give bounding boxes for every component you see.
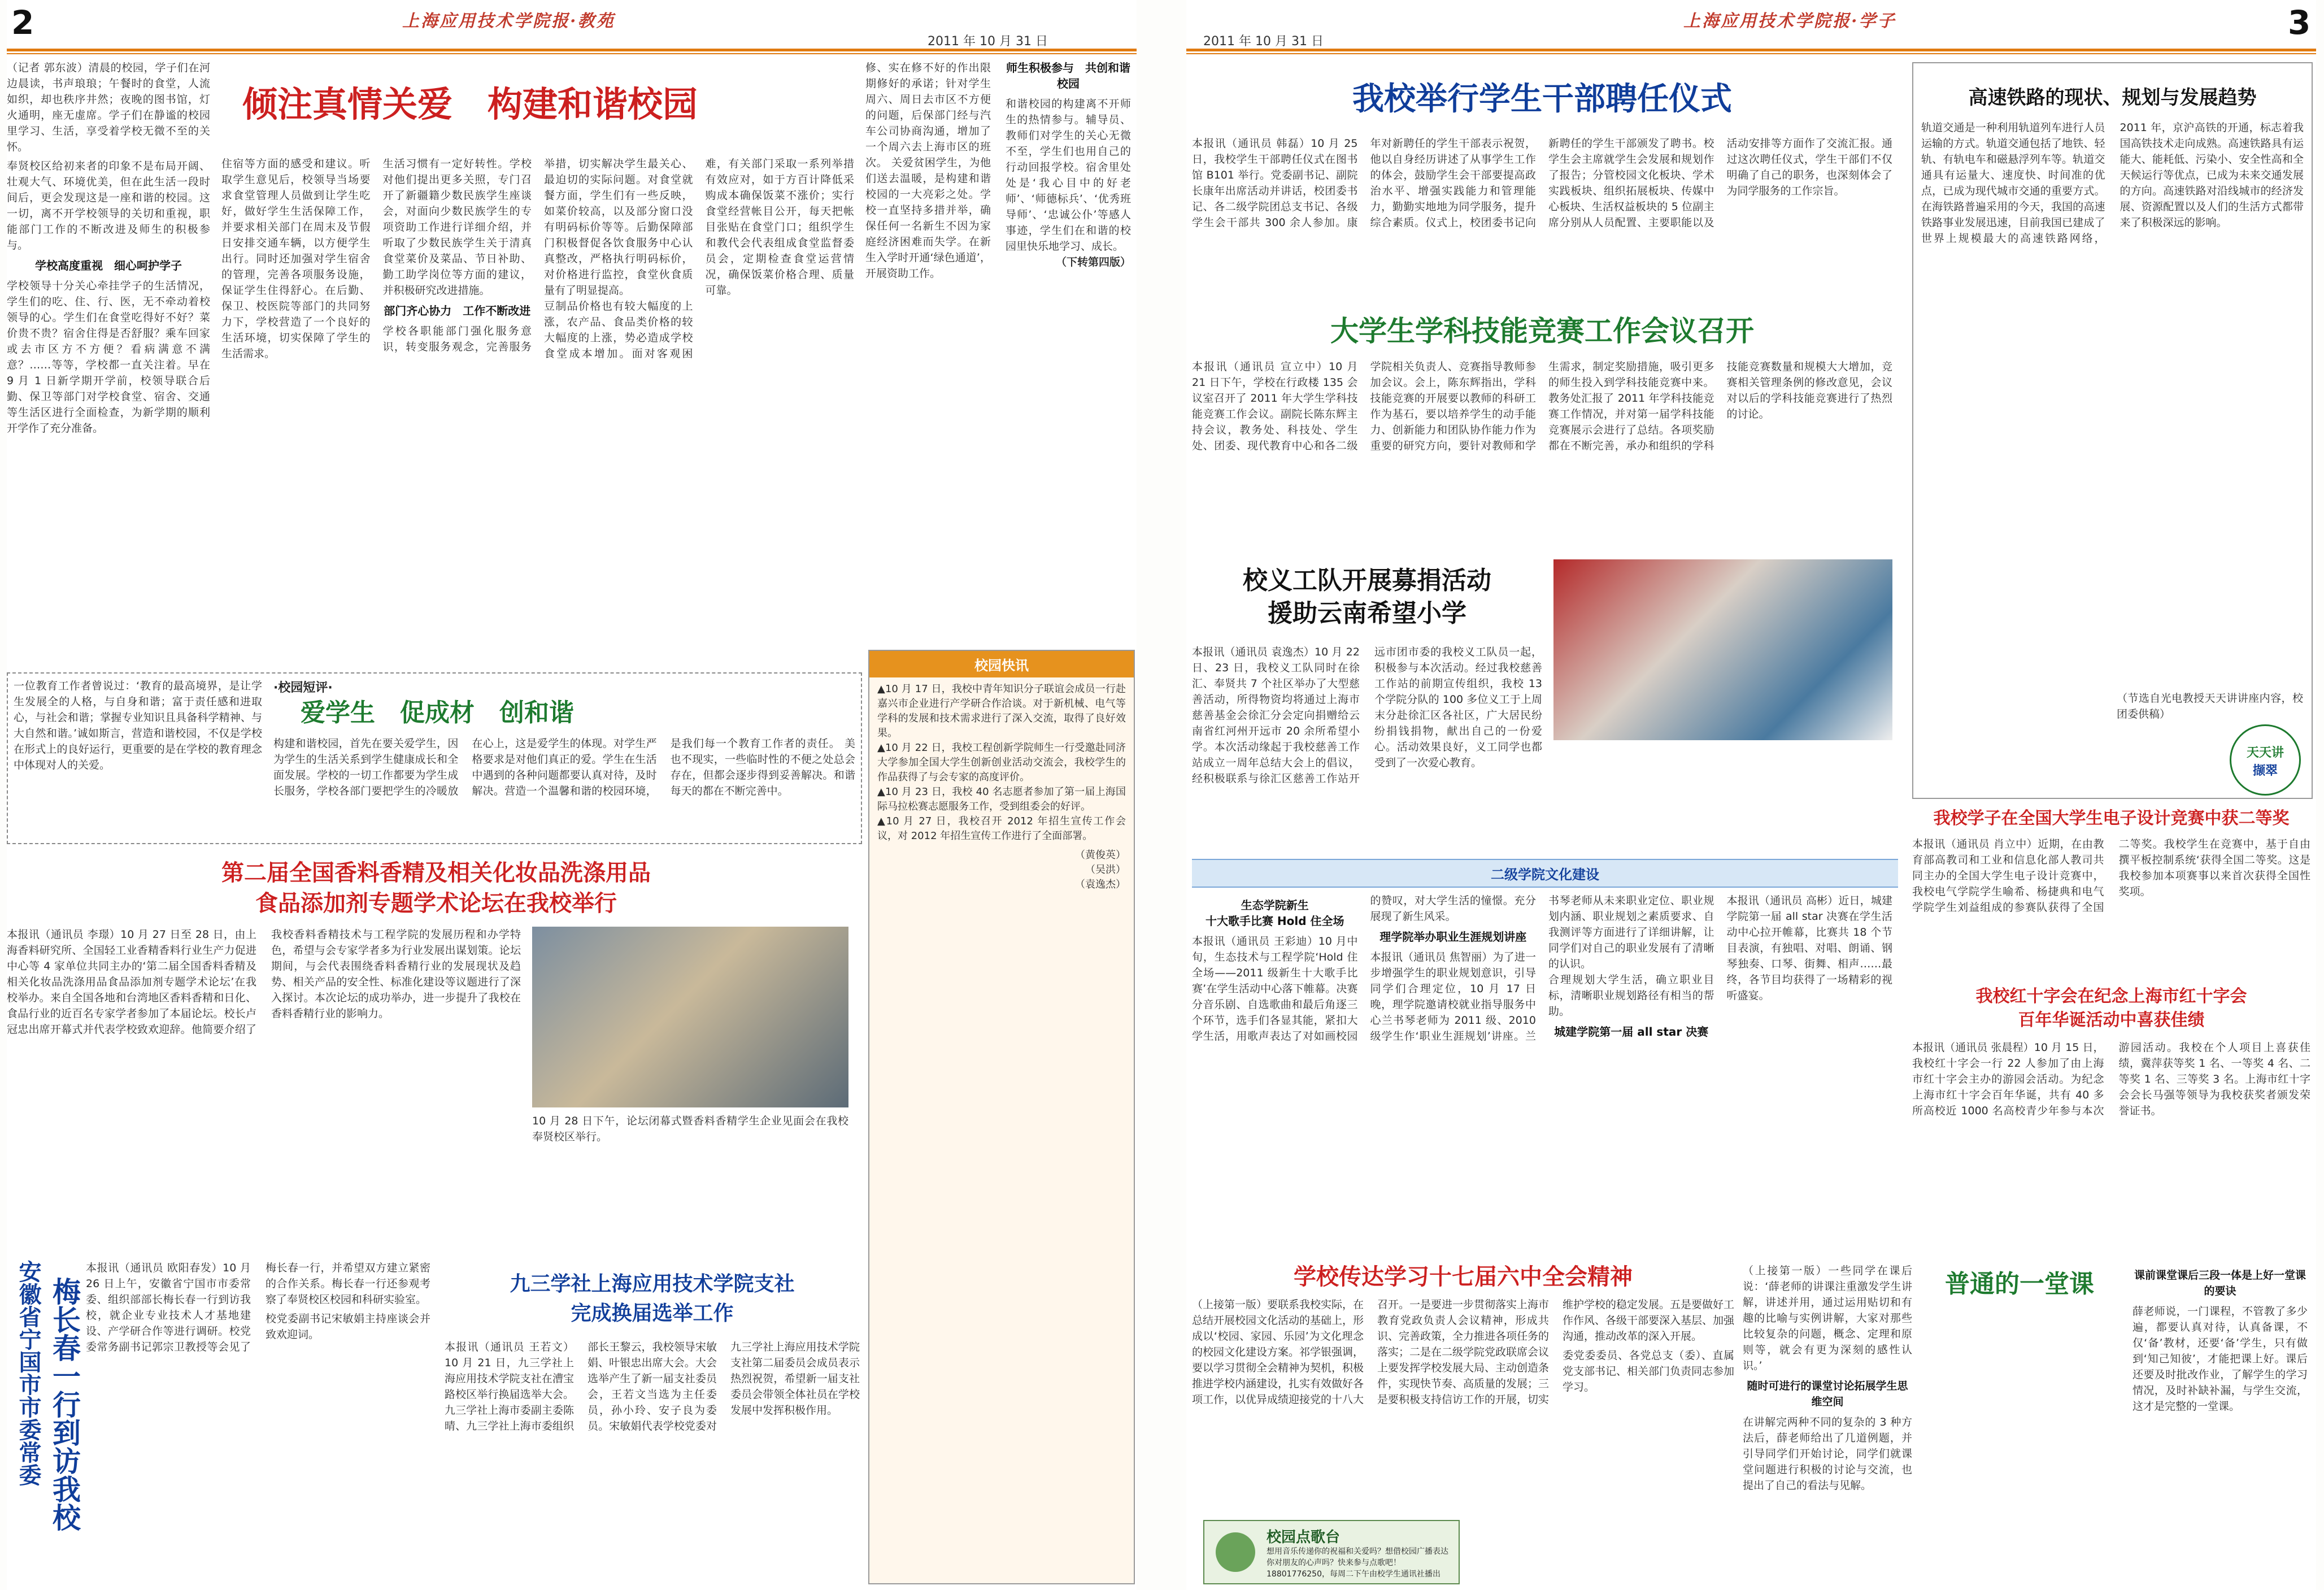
article-caring-campus (7, 60, 1137, 664)
article-campus-news (868, 650, 1135, 1584)
newspaper-page-3 (1186, 0, 2316, 1590)
article-column (1743, 1263, 1912, 1579)
paragraph: 本报讯（通讯员 宣立中）10 月 21 日下午，学校在行政楼 135 会议室召开了 2011 年大学生学科技能竞赛工作会议。副院长陈东辉主持会议，教务处、科技处、学生处、团委、现代教育中心和各二级学院相关负责人、竞赛指导教师参加会议。会上，陈东辉指出，学科技能竞赛的开展要以教师的科研工作为基石，要以培养学生的动手能力、创新能力和团队协作能力作为重要的研究方向，要针对教师和学生需求，制定奖励措施，吸引更多的师生投入到学科技能竞赛中来。教务处汇报了 2011 年学科技能竞赛工作情况，并对第一届学科技能竞赛展示会进行了总结。各项奖励都在不断完善，承办和组织的学科技能竞赛数量和规模大大增加，竞赛相关管理条例的修改意见，会议对以后的学科技能竞赛进行了热烈的讨论。 (1192, 360, 1892, 452)
article-body (445, 1339, 860, 1576)
vertical-subtitle: 安徽省宁国市市委常委 (15, 1260, 42, 1486)
continued-note: （下转第四版） (1055, 256, 1131, 268)
masthead: 上海应用技术学院报·教苑 (402, 11, 615, 31)
article-title: 援助云南希望小学 (1268, 599, 1466, 628)
box-text: 想用音乐传递你的祝福和关爱吗？想借校园广播表达你对朋友的心声吗？快来参与点歌吧！ (1267, 1547, 1448, 1567)
article-title: 大学生学科技能竞赛工作会议召开 (1330, 314, 1754, 347)
article-cadre-ceremony (1192, 62, 1898, 299)
article-title: 我校学子在全国大学生电子设计竞赛中获二等奖 (1933, 809, 2290, 828)
paragraph: 本报讯（通讯员 高彬）近日，城建学院第一届 all star 决赛在学生活动中心拉开帷幕，比赛共 18 个节目表演，有独唱、对唱、朗诵、钢琴独奏、口琴、街舞、相声……最终，各节目均获得了一场精彩的视听盛宴。 (1726, 894, 1892, 1002)
article-title: 普通的一堂课 (1945, 1270, 2094, 1298)
paragraph: （上接第一版）一些同学在课后说：‘薛老师的讲课注重激发学生讲解，讲述并用，通过运用贴切和有趣的比喻与实例讲解，大家对那些比较复杂的问题，概念、定理和原则等，就会有更为深刻的感性认识。’ (1743, 1265, 1912, 1372)
news-credit: （袁逸杰） (1075, 879, 1126, 890)
paragraph: 生活习惯有一定好转性。学校对他们提出更多关照，专门召开了新疆籍少数民族学生座谈会，对面向少数民族学生的专项资助工作进行详细介绍，并听取了少数民族学生关于清真食堂菜价及菜品、节日补助、勤工助学岗位等方面的建议，并积极研究改进措施。 (382, 158, 532, 297)
news-body: ▲10 月 17 日，我校中青年知识分子联谊会成员一行赴嘉兴市企业进行产学研合作洽谈。对于新机械、电气等学科的发展和技术需求进行了深入交流，取得了良好效果。 ▲10 月 22 日，我校工程创新学院师生一行受邀赴同济大学参加全国大学生创新创业活动交流会，我校学生的作品获得了与会专家的高度评价。 ▲10 月 23 日，我校 40 名志愿者参加了第一届上海国际马拉松赛志愿服务工作，受到组委会的好评。 ▲10 月 27 日，我校召开 2012 年招生宣传工作会议，对 2012 年招生宣传工作进行了全面部署。 (877, 683, 1126, 842)
logo-text: 天天讲 (2246, 746, 2284, 760)
article-column (7, 60, 210, 664)
paragraph: 奉贤校区给初来者的印象不是布局开阔、壮观大气、环境优美，但在此生活一段时间后，更会发现这是一座和谐的校园。这一切，离不开学校领导的关切和重视，职能部门工作的不断改进及师生的积极参与。 (7, 160, 210, 251)
radio-icon (1216, 1532, 1255, 1572)
box-phone: 18801776250，每周二下午由校学生通讯社播出 (1267, 1570, 1440, 1579)
news-bar: 校园快讯 (869, 651, 1134, 677)
article-editorial (7, 672, 862, 844)
article-columns (221, 156, 854, 664)
article-columns (1192, 893, 1892, 1249)
editorial-tag: ·校园短评· (273, 681, 333, 695)
article-body (1192, 644, 1542, 842)
paragraph: 薛老师说，一门课程，不管教了多少遍，都要认真对待，认真备课，不仅‘备’教材，还要‘备’学生，只有做到‘知己知彼’，才能把课上好。课后还要及时批改作业，了解学生的学习情况，及时补缺补漏，与学生交流，这才是完整的一堂课。 (2132, 1305, 2308, 1413)
paragraph: 本报讯（通讯员 袁逸杰）10 月 22 日、23 日，我校义工队同时在徐汇、奉贤共 7 个社区举办了大型慈善活动，所得物资均将通过上海市慈善基金会徐汇分会定向捐赠给云南省红河州开远市 20 余所希望小学。本次活动缘起于我校慈善工作站成立一周年总结大会上的倡议，经积极联系与徐汇区慈善工作站开远市团市委的我校义工队员一起，积极参与本次活动。经过我校慈善工作站的前期宣传组织，我校 13 个学院分队的 100 多位义工于上周末分赴徐汇区各社区，广大居民纷纷捐钱捐物，献出自己的一份爱心。活动效果良好，义工同学也都受到了一次爱心教育。 (1192, 646, 1542, 785)
article-title: 九三学社上海应用技术学院支社 (510, 1272, 795, 1296)
paragraph: 学校领导十分关心牵挂学子的生活情况，学生们的吃、住、行、医，无不牵动着校领导的心。学生们在食堂吃得好不好？菜价贵不贵？宿舍住得是否舒服？乘车回家或去市区方不方便？看病满意不满意？……等等，学校都一直关注着。早在 9 月 1 日新学期开学前，校领导联合后勤、保卫等部门对学校食堂、宿舍、交通等生活区进行全面检查，为新学期的顺利开学作了充分准备。 (7, 280, 210, 435)
paragraph: 本报讯（通讯员 张晨程）10 月 15 日，我校红十字会一行 22 人参加了由上海市红十字会主办的游园会活动。为纪念上海市红十字会百年华诞，共有 40 多所高校近 1000 名高校青少年参与本次游园活动。我校在个人项目上喜获佳绩，冀萍获等奖 1 名、一等奖 4 名、二等奖 1 名、三等奖 3 名。上海市红十字会会长马强等领导为我校获奖者颁发荣誉证书。 (1912, 1041, 2310, 1117)
section-subhead: 课前课堂课后三段一体是上好一堂课的要诀 (2134, 1269, 2306, 1297)
article-body (1912, 1040, 2310, 1249)
paragraph: 住宿等方面的感受和建议。听取学生意见后，校领导当场要求食堂管理人员做到让学生吃好，做好学生生活保障工作，并要求相关部门在周末及节假日安排交通车辆，以方便学生出行。同时还加强对学生宿舍的管理，完善各项服务设施，保证学生住得舒心。在后勤、保卫、校医院等部门的共同努力下，学校营造了一个良好的生活环境，切实保障了学生的生活需求。 (221, 158, 371, 360)
box-title: 校园点歌台 (1267, 1529, 1341, 1546)
article-body (1192, 136, 1892, 297)
article-jiusan-election (445, 1260, 860, 1582)
paragraph: 本报讯（通讯员 肖立中）近期，在由教育部高教司和工业和信息化部人教司共同主办的全国大学生电子设计竞赛中，我校电气学院学生喻希、杨捷典和电气学院学生刘益组成的参赛队获得了全国二等奖。我校学生在竞赛中，基于自由撰平板控制系统‘获得全国二等奖。这是我校参加本项赛事以来首次获得全国性奖项。 (1912, 838, 2310, 914)
header-rule-thin (1186, 53, 2316, 54)
issue-date: 2011 年 10 月 31 日 (1203, 34, 1324, 49)
article-title: 倾注真情关爱 构建和谐校园 (242, 84, 698, 125)
article-title: 校义工队开展募捐活动 (1243, 566, 1491, 595)
paragraph: 合理规划大学生活，确立职业目标，清晰职业规划路径有相当的帮助。 (1548, 974, 1714, 1018)
paragraph: 本报讯（通讯员 韩磊）10 月 25 日，我校学生干部聘任仪式在图书馆 B101 举行。党委副书记、副院长康年出席活动并讲话，校团委书记、各二级学院团总支书记、各级学生会干部共 300 余人参加。康年对新聘任的学生干部表示祝贺，他以自身经历讲述了从事学生工作的体会，鼓励学生会干部要提高政治水平、增强实践能力和管理能力，勤勤实地地为同学服务，提升综合素质。仪式上，校团委书记向新聘任的学生干部颁发了聘书。校学生会主席就学生会发展和规划作了报告；分管校园文化板块、学术实践板块、组织拓展板块、传媒中心板块、生活权益板块的 5 位副主席分别从人员配置、主要职能以及活动安排等方面作了交流汇报。通过这次聘任仪式，学生干部们不仅明确了自己的职务，也深刻体会了为同学服务的工作宗旨。 (1192, 137, 1892, 229)
paragraph: 在讲解完两种不同的复杂的 3 种方法后，薛老师给出了几道例题，并引导同学们开始讨论，同学们就课堂问题进行积极的讨论与交流，也提出了自己的看法与见解。 (1743, 1416, 1912, 1492)
section-subhead: 城建学院第一届 all star 决赛 (1554, 1025, 1709, 1039)
editorial-body (273, 736, 855, 837)
paragraph: 委党委委员、各党总支（委）、直属党支部书记、相关部门负责同志参加学习。 (1563, 1349, 1734, 1393)
article-title: 高速铁路的现状、规划与发展趋势 (1968, 86, 2257, 109)
vertical-title: 梅长春一行到访我校 (48, 1277, 81, 1531)
article-competition-meeting (1192, 308, 1898, 545)
paragraph: 轨道交通是一种利用轨道列车进行人员运输的方式。轨道交通包括了地铁、轻轨、有轨电车和磁悬浮列车等。轨道交通具有运量大、速度快、时间准的优点，已成为现代城市交通的重要方式。在海铁路普遍采用的今天，我国的高速铁路事业发展迅速，目前我国已建成了世界上规模最大的高速铁路网络，2011 年，京沪高铁的开通，标志着我国高铁技术走向成熟。高速铁路具有运能大、能耗低、污染小、安全性高和全天候运行等优点，已成为未来交通发展的方向。高速铁路对沿线城市的经济发展、资源配置以及人们的生活方式都带来了积极深远的影响。 (1921, 121, 2304, 245)
newspaper-page-2 (7, 0, 1137, 1590)
article-red-cross (1912, 986, 2310, 1252)
paragraph: 修、实在修不好的作出限期修好的承诺；针对学生周六、周日去市区不方便的问题，后保部门经与汽车公司协商沟通，增加了一个周六去上海市区的班次。 关爱贫困学生，为他们送去温暖，是构建和谐校园的一大亮彩之处。学校一直坚持多措并举，确保任何一名新生不因为家庭经济困难而失学。在新生入学时开通‘绿色通道’，开展资助工作。 (865, 62, 991, 280)
article-title: 完成换届选举工作 (571, 1301, 734, 1325)
paragraph: 本报讯（通讯员 欧阳春发）10 月 26 日上午，安徽省宁国市市委常委、组织部部长梅长春一行到访我校，就企业专业技术人才基地建设、产学研合作等进行调研。校党委常务副书记郭宗卫教授等会见了梅长春一行，并希望双方建立紧密的合作关系。梅长春一行还参观考察了奉贤校区校园和科研实验室。 (86, 1262, 430, 1353)
article-ordinary-lesson (1743, 1263, 2313, 1585)
paragraph: 和谐校园的构建离不开师生的热情参与。辅导员、教师们对学生的关心无微不至，学生们也用自己的行动回报学校。宿舍里处处是‘我心目中的好老师’、‘师德标兵’、‘优秀班导师’、‘忠诚公仆’等感人事迹，学生们在和谐的校园里快乐地学习、成长。 (1006, 98, 1131, 253)
section-subhead: 随时可进行的课堂讨论拓展学生思维空间 (1747, 1380, 1908, 1408)
article-title: 我校红十字会在纪念上海市红十字会 (1975, 987, 2247, 1006)
section-subhead: 生态学院新生 十大歌手比赛 Hold 住全场 (1205, 898, 1344, 928)
article-college-culture (1192, 859, 1898, 1254)
section-bar: 二级学院文化建设 (1192, 859, 1898, 888)
paragraph: 美也不现实，一些临时性的不便之处总会存在，但都会逐步得到妥善解决。和谐每天的都在不断完善中。 (670, 737, 855, 797)
paragraph: 豆制品价格也有较大幅度的上涨，农产品、食品类价格的较大幅度的上涨，势必造成学校食堂成本增加。面对客观困难，有关部门采取一系列举措有效应对，如于方百计降低采购成本确保饭菜不涨价；实行食堂经营帐目公开，每天把帐目张贴在食堂门口；组织学生和教代会代表组成食堂监督委员会，定期检查食堂运营情况，确保饭菜价格合理、质量可靠。 (544, 158, 854, 360)
article-electronics-award (1912, 808, 2310, 978)
page-header (7, 0, 1137, 49)
news-credit: （黄俊英） (1075, 849, 1126, 861)
article-body (1192, 359, 1892, 540)
issue-date: 2011 年 10 月 31 日 (928, 34, 1048, 49)
forum-photo (532, 927, 848, 1107)
paragraph: （记者 郭东波）清晨的校园，学子们在河边晨读，书声琅琅；午餐时的食堂，人流如织，却也秩序井然；夜晚的图书馆，灯火通明，座无虚席。学子们在静谧的校园里学习、生活，享受着学校无微不至的关怀。 (7, 62, 210, 153)
paragraph: 本报讯（通讯员 李璟）10 月 27 日至 28 日，由上海香料研究所、全国轻工业香精香料行业生产力促进中心等 4 家单位共同主办的‘第二届全国香料香精及相关化妆品洗涤用品食品添加剂专题学术论坛’在我校举办。来自全国各地和台湾地区香料香精和日化、食品行业的近百名专家学者参加了本届论坛。校长卢冠忠出席开幕式并代表学校致欢迎辞。他简要介绍了我校香料香精技术与工程学院的发展历程和办学特色，希望与会专家学者多为行业发展出谋划策。论坛期间，与会代表围绕香料香精行业的发展现状及趋势、相关产品的安全性、标准化建设等议题进行了深入探讨。本次论坛的成功举办，进一步提升了我校在香料香精行业的影响力。 (7, 928, 521, 1036)
header-rule (1186, 49, 2316, 51)
article-credit: （节选自光电教授天天讲讲座内容，校团委供稿） (2117, 692, 2303, 720)
article-title: 食品添加剂专题学术论坛在我校举行 (255, 890, 617, 916)
editorial-title: 爱学生 促成材 创和谐 (301, 698, 574, 727)
page-number: 2 (11, 3, 34, 42)
section-subhead: 部门齐心协力 工作不断改进 (384, 304, 531, 318)
article-title: 我校举行学生干部聘任仪式 (1352, 80, 1732, 118)
logo-text: 撷翠 (2252, 764, 2278, 778)
article-body (86, 1260, 430, 1576)
article-body (1921, 120, 2304, 685)
article-delegation-visit (7, 1260, 436, 1582)
article-title: 第二届全国香料香精及相关化妆品洗涤用品 (221, 859, 651, 886)
header-rule (7, 49, 1137, 51)
news-credit: （吴洪） (1085, 864, 1126, 876)
tiantianjiang-logo (2230, 724, 2301, 796)
header-rule-thin (7, 53, 1137, 54)
section-subhead: 理学院举办职业生涯规划讲座 (1379, 930, 1527, 944)
paragraph: （上接第一版）要联系我校实际，在总结开展校园文化活动的基础上，形成以‘校园、家园、乐园’为文化理念的校园文化建设方案。祁学银强调，要以学习贯彻全会精神为契机，积极推进学校内涵建设，扎实有效做好各项工作，以优异成绩迎接党的十八大召开。一是要进一步贯彻落实上海市教育党政负责人会议精神，形成共识、完善政策，全力推进各项任务的落实；二是在二级学院党政联席会议上要发挥学校发展大局、主动创造条件，实现快节奏、高质量的发展；三是要积极支持信访工作的开展，切实维护学校的稳定发展。五是要做好工作作风、各级干部要深入基层、加强沟通，推动改革的深入开展。 (1192, 1298, 1734, 1406)
paragraph: 本报讯（通讯员 王彩迪）10 月中旬，生态技术与工程学院‘Hold 住全场——2011 级新生十大歌手比赛’在学生活动中心落下帷幕。决赛分音乐剧、自选歌曲和最后角逐三个环节，选手们各显其能，紧扣大学生活，用歌声表达了对如画校园的赞叹，对大学生活的憧憬。充分展现了新生风采。 (1192, 894, 1536, 1042)
article-column-right (865, 60, 1131, 664)
article-volunteer-fundraising (1192, 554, 1898, 848)
photo-caption: 10 月 28 日下午，论坛闭幕式暨香料香精学生企业见面会在我校奉贤校区举行。 (532, 1115, 848, 1143)
volunteer-photo (1553, 559, 1892, 740)
article-body (1912, 836, 2310, 975)
paragraph: 校党委副书记宋敏娟主持座谈会并致欢迎词。 (266, 1313, 430, 1341)
article-fragrance-forum (7, 853, 860, 1249)
article-column-right (2132, 1263, 2308, 1579)
article-title: 学校传达学习十七届六中全会精神 (1294, 1263, 1633, 1290)
article-title: 百年华诞活动中喜获佳绩 (2018, 1010, 2205, 1030)
paragraph: 构建和谐校园，首先在要关爱学生，因为学生的生活关系到学生健康成长和全面发展。学校的一切工作都要为学生成长服务，学校各部门要把学生的冷暖放在心上，这是爱学生的体现。对学生严格要求是对他们真正的爱。学生在生活中遇到的各种问题都要认真对待，及时解决。营造一个温馨和谐的校园环境，是我们每一个教育工作者的责任。 (273, 737, 841, 797)
editorial-quote: 一位教育工作者曾说过：‘教育的最高境界，是让学生发展全的人格，与自身和谐；富于责任感和进取心，与社会和谐；掌握专业知识且具备科学精神、与大自然和谐。’诚如斯言，营造和谐校园，不仅是学校在形式上的良好运行，更重要的是在学校的教育理念中体现对人的关爱。 (14, 680, 262, 771)
paragraph: 本报讯（通讯员 焦智丽）为了进一步增强学生的职业规划意识，引导同学们合理定位，10 月 17 日晚，理学院邀请校就业指导服务中心兰书琴老师为 2011 级、2010 级学生作‘职业生涯规划’讲座。兰书琴老师从未来职业定位、职业规划内涵、职业规划之素质要求、自我测评等方面进行了详细讲解，让同学们对自己的职业发展有了清晰的认识。 (1370, 894, 1714, 1042)
article-body (7, 927, 521, 1243)
section-subhead: 学校高度重视 细心呵护学子 (35, 259, 182, 272)
page-header (1186, 0, 2316, 49)
paragraph: 本报讯（通讯员 王若文）10 月 21 日，九三学社上海应用技术学院支社在漕宝路校区举行换届选举大会。九三学社上海市委副主委陈晴、九三学社上海市委组织部长王黎云，我校领导宋敏娟、叶银忠出席大会。大会选举产生了新一届支社委员会，王若文当选为主任委员，孙小玲、安子良为委员。宋敏娟代表学校党委对九三学社上海应用技术学院支社第二届委员会成员表示热烈祝贺，希望新一届支社委员会带领全体社员在学校发展中发挥积极作用。 (445, 1341, 860, 1432)
paragraph: 学校各职能部门强化服务意识，转变服务观念，完善服务举措，切实解决学生最关心、最迫切的实际问题。对食堂就餐方面，学生们有一些反映，如菜价较高，以及部分窗口没有明码标价等等。后勤保障部门积极督促各饮食服务中心认真整改，严格执行明码标价，对价格进行监控，食堂伙食质量有了明显提高。 (382, 158, 693, 353)
masthead: 上海应用技术学院报·学子 (1683, 11, 1896, 31)
page-number: 3 (2288, 3, 2311, 42)
section-subhead: 师生积极参与 共创和谐校园 (1006, 61, 1130, 90)
song-request-box (1203, 1520, 1460, 1584)
article-high-speed-rail (1912, 62, 2313, 799)
